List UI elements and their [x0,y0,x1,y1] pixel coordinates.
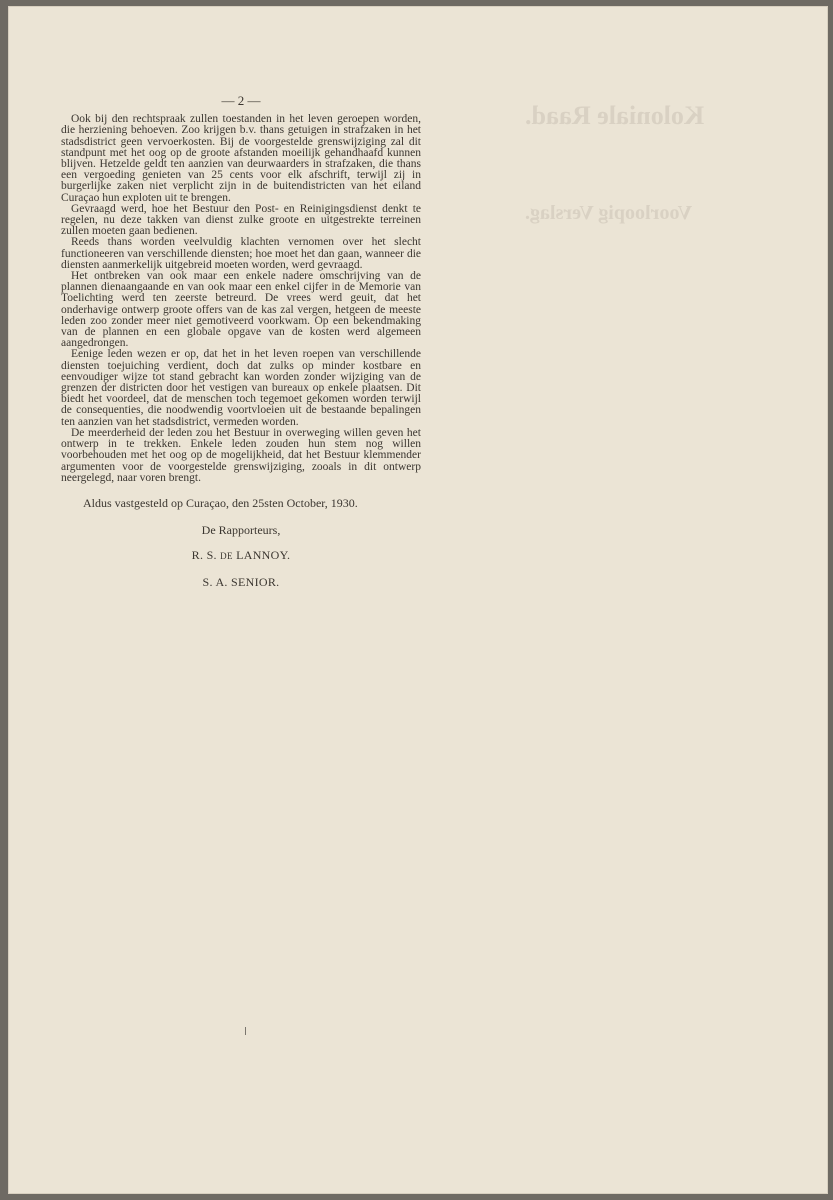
paragraph: Ook bij den rechtspraak zullen toestanden in het leven geroepen worden, die herziening behoeven. Zoo krijgen b.v. thans getuigen in strafzaken in het stadsdistrict geen vervoerkosten. Bij de voorgestelde grenswijziging zal dit standpunt met het oog op de groote afstanden moeilijk gehandhaafd kunnen blijven. Hetzelde geldt ten aanzien van deurwaarders in strafzaken, die thans een vergoeding genieten van 25 cents voor elk afschrift, terwijl zij in burgerlijke zaken niet verplicht zijn in de buitendistricten van het eiland Curaçao hun exploten uit te brengen. [61,113,421,204]
bleed-line-1: Koloniale Raad. [525,101,705,130]
paragraph: De meerderheid der leden zou het Bestuur in overweging willen geven het ontwerp in te trekken. Enkele leden zouden hun stem nog willen voorbehouden met het oog op de mogelijkheid, dat het Bestuur klemmender argumenten voor de voorgestelde grenswijziging, zooals in dit ontwerp neergelegd, naar voren brengt. [61,426,421,484]
paragraph: Reeds thans worden veelvuldig klachten vernomen over het slecht functioneeren van verschillende diensten; hoe moet het dan gaan, wanneer die diensten aanmerkelijk uitgebreid moeten worden, werd gevraagd. [61,236,421,271]
signature-heading: De Rapporteurs, [201,523,281,538]
signature-name-1-initials: R. S. [191,548,217,563]
document-page [8,6,828,1194]
paragraph: Het ontbreken van ook maar een enkele nadere omschrijving van de plannen dienaangaande en van ook maar een enkel cijfer in de Memorie van Toelichting werd ten zeerste betreurd. De vrees werd geuit, dat het onderhavige ontwerp groote offers van de kas zal vergen, hetgeen de meeste leden zoo zonder meer niet gemotiveerd voorkwam. Op een bekendmaking van de plannen en een globale opgave van de kosten werd algemeen aangedrongen. [61,270,421,350]
paragraph: Eenige leden wezen er op, dat het in het leven roepen van verschillende diensten toejuiching verdient, doch dat zulks op minder kostbare en eenvoudiger wijze tot stand gebracht kan worden zonder wijziging van de grenzen der districten door het vestigen van bureaux op enkele plaatsen. Dit biedt het voordeel, dat de menschen toch tegemoet gekomen worden terwijl de consequenties, die noodwendig voortvloeien uit de bestaande bepalingen ten aanzien van het stadsdistrict, vermeden worden. [61,348,421,428]
document-body [61,95,421,588]
signature-name-1-particle: DE [220,551,233,562]
stray-mark [245,1027,246,1035]
signature-name-2: S. A. SENIOR. [202,574,280,589]
bleed-line-2: Voorloopig Verslag. [525,202,693,224]
paragraph: Gevraagd werd, hoe het Bestuur den Post- en Reinigingsdienst denkt te regelen, nu deze takken van dienst zulke groote en uitgestrekte terreinen zullen moeten gaan bedienen. [61,202,421,238]
signature-name-1 [61,550,421,562]
signature-name-1-surname: LANNOY. [236,548,291,563]
closing-line: Aldus vastgesteld op Curaçao, den 25sten October, 1930. [83,495,358,510]
page-number: — 2 — [221,93,261,108]
